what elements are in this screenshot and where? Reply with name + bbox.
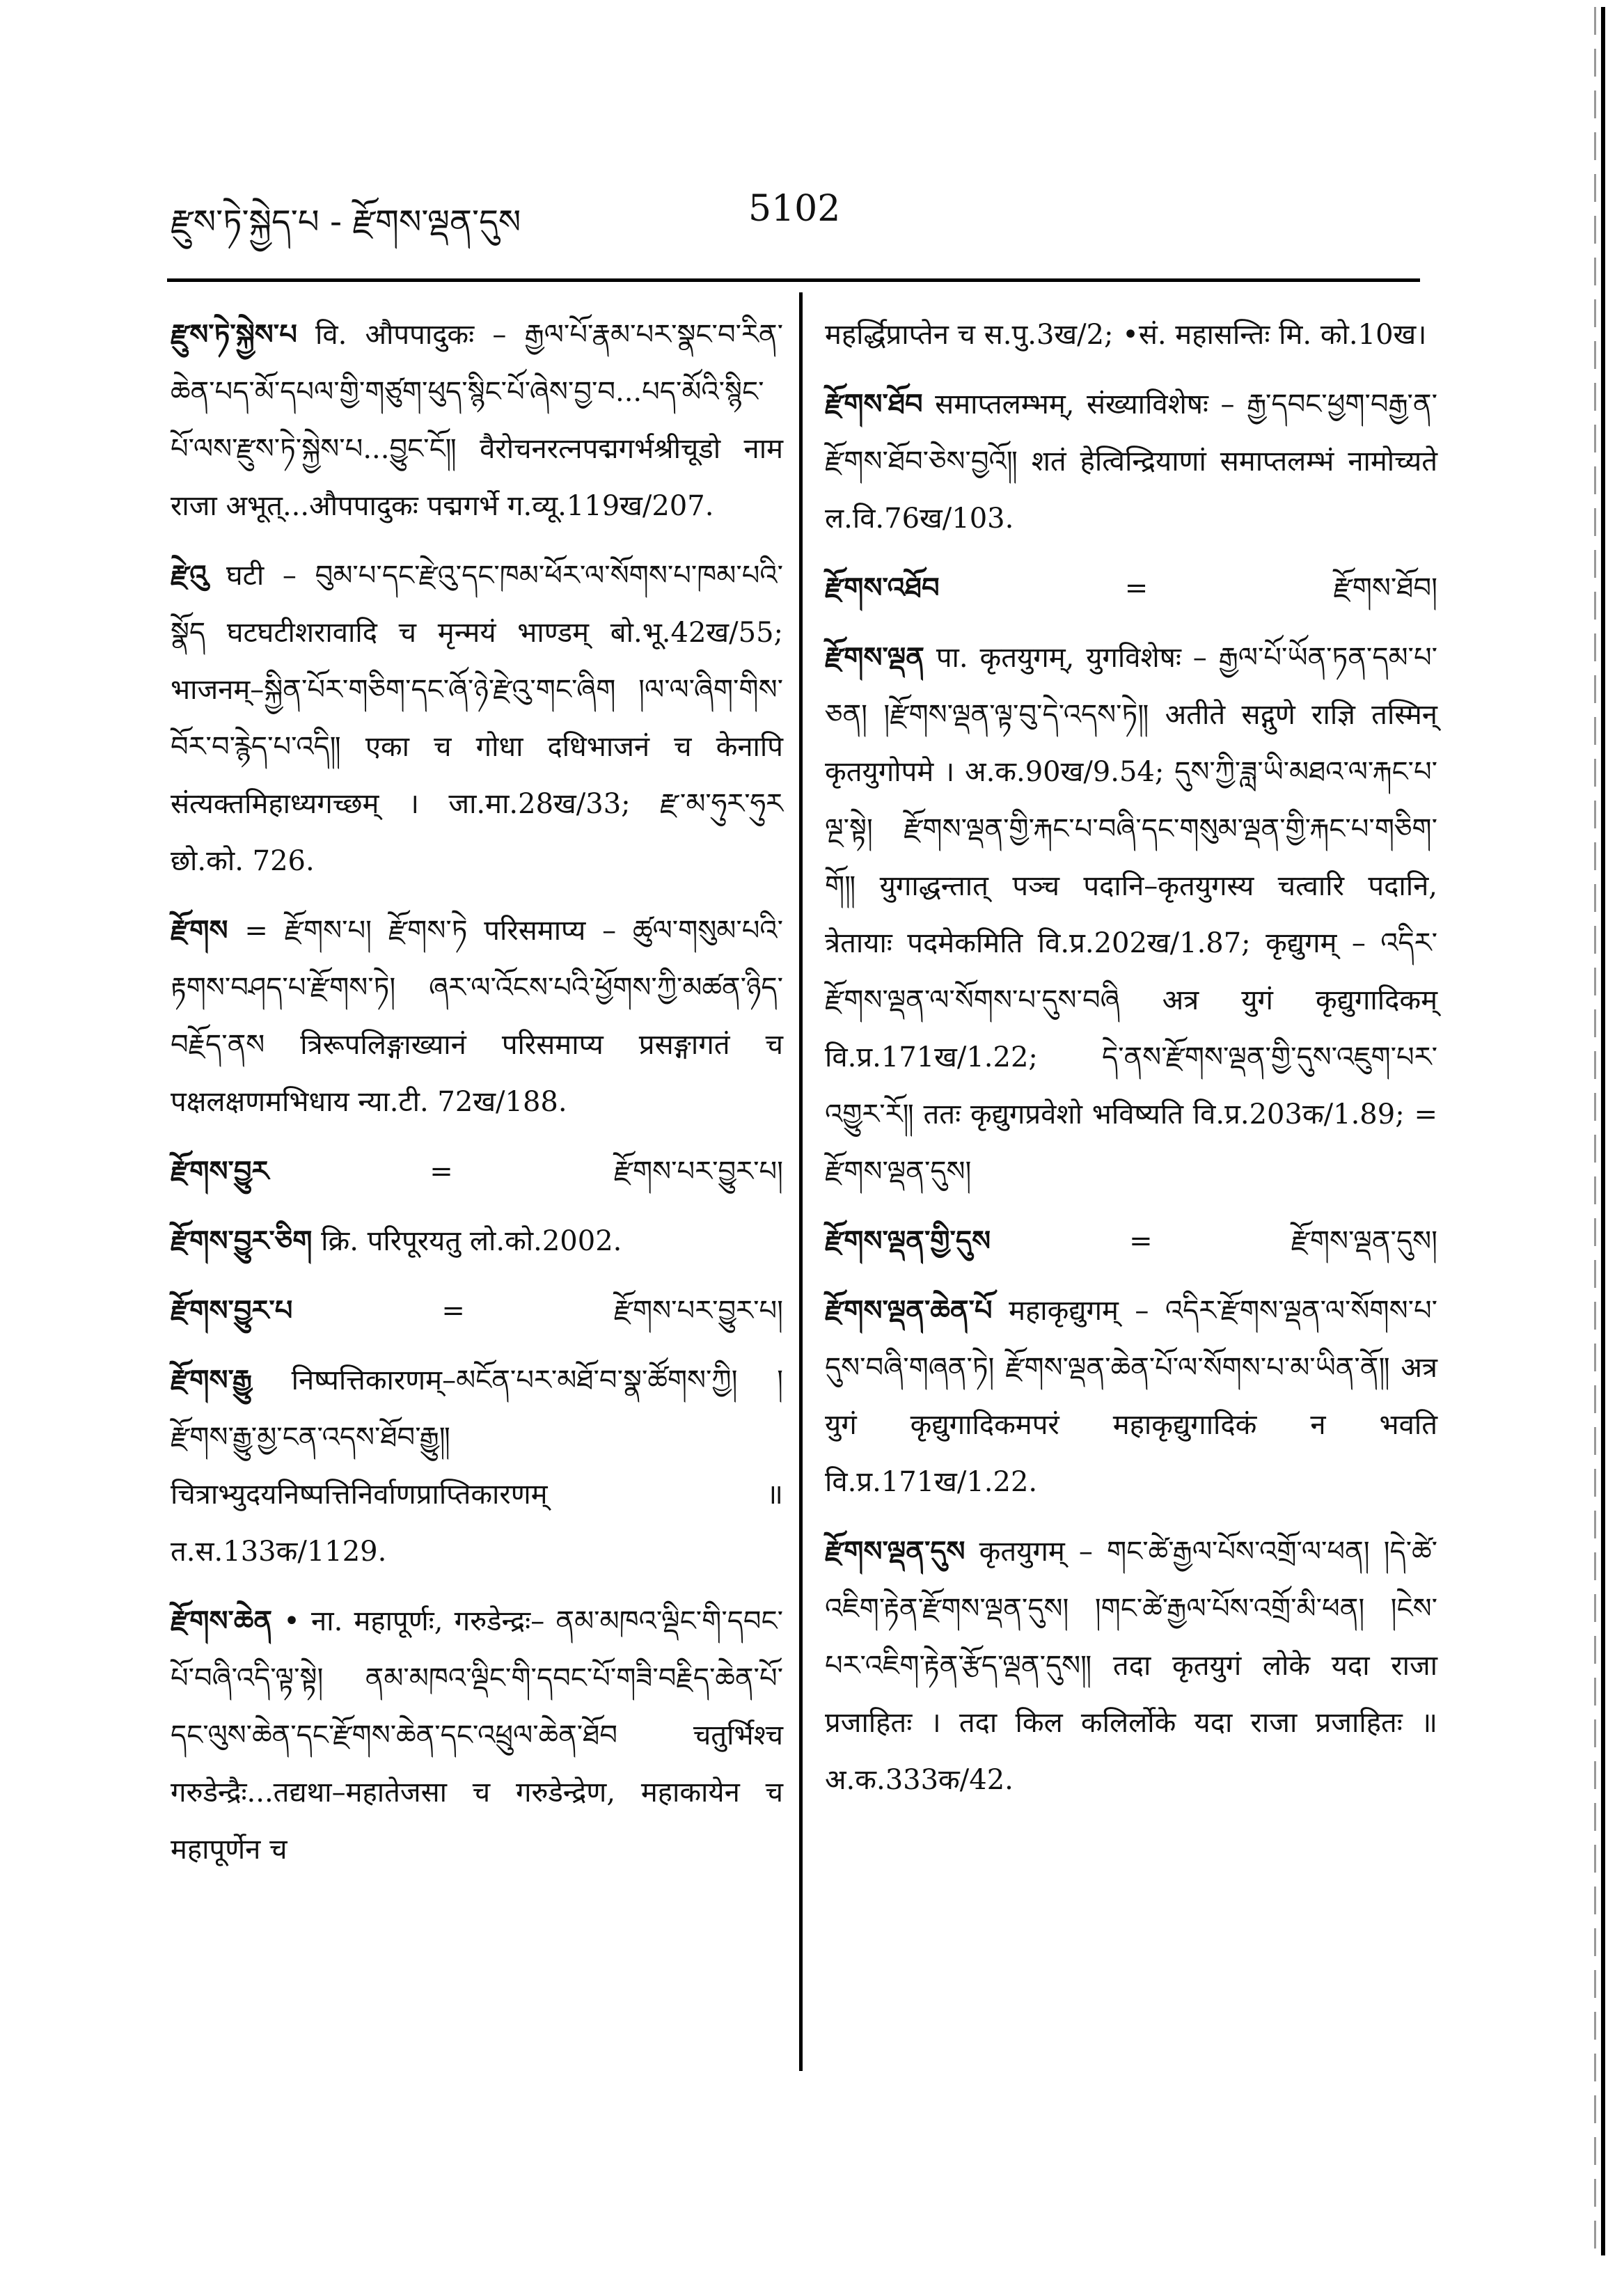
- dictionary-entry: [171, 1593, 783, 1878]
- entry-text: घटी – བུམ་པ་དང་རྫེའུ་དང་ཁམ་ཕོར་ལ་སོགས་པ་ཁམ་པའི་སྣོད घटघटीशरावादि च मृन्मयं भाण्डम् बो.भू.42ख/55; भाजनम्–སྐྱིན་པོར་གཅིག་དང་ཞོ་ཉེ་རྫེའུ་གང་ཞིག །ལ་ལ་ཞིག་གིས་བོར་བ་རྙེད་པ་འདི༎ एका च गोधा दधिभाजनं च केनापि संत्यक्तमिहाध्यगच्छम् । जा.मा.28ख/33; རྫ་མ་ཧུར་ཧུར छो.को. 726.: [171, 560, 783, 877]
- cross-reference-entry: [171, 1282, 783, 1339]
- dictionary-entry: [171, 1213, 783, 1270]
- entry-text: महर्द्धिप्राप्तेन च स.पु.3ख/2; •सं. महासन्तिः मि. को.10ख।: [825, 319, 1427, 351]
- entry-reference: རྫོགས་པར་བྱུར་པ།: [613, 1156, 783, 1188]
- entry-headword: རྫོགས་བྱུར་པ: [171, 1295, 293, 1327]
- header-title: རྫུས་ཏེ་སྐྱེད་པ - རྫོགས་ལྡན་དུས: [171, 203, 521, 242]
- equals-sign: =: [441, 1295, 465, 1327]
- equals-sign: =: [1124, 572, 1149, 604]
- dictionary-entry: [825, 1523, 1437, 1809]
- dictionary-entry: [171, 1352, 783, 1580]
- entry-reference: རྫོགས་ཐོབ།: [1333, 572, 1437, 604]
- entry-reference: རྫོགས་ལྡན་དུས།: [1291, 1225, 1437, 1257]
- entry-headword: རྫོགས་བྱུར: [171, 1156, 269, 1188]
- right-column: [825, 306, 1437, 1821]
- dictionary-entry: [171, 902, 783, 1131]
- page-number: 5102: [748, 188, 841, 230]
- entry-headword: རྫོགས: [171, 915, 228, 947]
- cross-reference-entry: [825, 1213, 1437, 1270]
- entry-text: = རྫོགས་པ། རྫོགས་ཏེ परिसमाप्य – ཚུལ་གསུམ་པའི་རྟགས་བཤད་པ་རྫོགས་ཏེ། ཞར་ལ་འོངས་པའི་ཕྱོགས་ཀྱི་མཚན་ཉིད་བརྗོད་ནས त्रिरूपलिङ्गाख्यानं परिसमाप्य प्रसङ्गागतं च पक्षलक्षणमभिधाय न्या.टी. 72ख/188.: [171, 915, 783, 1118]
- entry-headword: རྫུས་ཏེ་སྐྱེས་པ: [171, 319, 297, 351]
- column-divider: [799, 292, 803, 2071]
- cross-reference-entry: [825, 560, 1437, 617]
- equals-sign: =: [429, 1156, 453, 1188]
- page-edge-line: [1601, 7, 1605, 2255]
- entry-text: क्रि. परिपूरयतु लो.को.2002.: [321, 1225, 622, 1257]
- entry-headword: རྫོགས་ལྡན་གྱི་དུས: [825, 1225, 991, 1257]
- dictionary-entry: [171, 306, 783, 535]
- entry-text: पा. कृतयुगम्, युगविशेषः – རྒྱལ་པོ་ཡོན་ཏན་དམ་པ་ཅན། །རྫོགས་ལྡན་ལྟ་བུ་དེ་འདས་ཏེ༎ अतीते सद्गुणे राज्ञि तस्मिन् कृतयुगोपमे । अ.क.90ख/9.54; དུས་ཀྱི་ཟླ་ཡི་མཐའ་ལ་རྐང་པ་ལྔ་སྟེ། རྫོགས་ལྡན་གྱི་རྐང་པ་བཞི་དང་གསུམ་ལྡན་གྱི་རྐང་པ་གཅིག་གོ༎ युगाद्धन्तात् पञ्च पदानि–कृतयुगस्य चत्वारि पदानि, त्रेतायाः पदमेकमिति वि.प्र.202ख/1.87; कृद्युगम् – འདིར་རྫོགས་ལྡན་ལ་སོགས་པ་དུས་བཞི अत्र युगं कृद्युगादिकम् वि.प्र.171ख/1.22; དེ་ནས་རྫོགས་ལྡན་གྱི་དུས་འཇུག་པར་འགྱུར་རོ༎ ततः कृद्युगप्रवेशो भविष्यति वि.प्र.203क/1.89; = རྫོགས་ལྡན་དུས།: [825, 642, 1438, 1188]
- entry-headword: རྫོགས་ལྡན་ཆེན་པོ: [825, 1295, 993, 1327]
- entry-text: कृतयुगम् – གང་ཚེ་རྒྱལ་པོས་འགྲོ་ལ་ཕན། །དེ་ཚེ་འཇིག་རྟེན་རྫོགས་ལྡན་དུས། །གང་ཚེ་རྒྱལ་པོས་འགྲོ་མི་ཕན། །ངེས་པར་འཇིག་རྟེན་རྩོད་ལྡན་དུས༎ तदा कृतयुगं लोके यदा राजा प्रजाहितः । तदा किल कलिर्लोके यदा राजा प्रजाहितः ॥ अ.क.333क/42.: [825, 1536, 1437, 1796]
- entry-headword: རྫེའུ: [171, 560, 208, 592]
- left-column: [171, 306, 783, 1891]
- dictionary-entry: [171, 547, 783, 890]
- entry-headword: རྫོགས་རྒྱུ: [171, 1364, 252, 1396]
- entry-headword: རྫོགས་ལྡན: [825, 642, 924, 674]
- page-header: [171, 171, 1424, 240]
- dictionary-entry: [825, 629, 1437, 1200]
- header-rule: [167, 278, 1420, 282]
- entry-headword: རྫོགས་བྱུར་ཅིག: [171, 1225, 313, 1257]
- entry-headword: རྫོགས་ཆེན: [171, 1605, 272, 1637]
- dictionary-entry: [825, 376, 1437, 547]
- entry-text: महाकृद्युगम् – འདིར་རྫོགས་ལྡན་ལ་སོགས་པ་དུས་བཞི་གཞན་ཏེ། རྫོགས་ལྡན་ཆེན་པོ་ལ་སོགས་པ་མ་ཡིན་ནོ༎ अत्र युगं कृद्युगादिकमपरं महाकृद्युगादिकं न भवति वि.प्र.171ख/1.22.: [825, 1295, 1438, 1498]
- page-edge-dash: [1594, 7, 1596, 2255]
- entry-headword: རྫོགས་ཐོབ: [825, 388, 923, 420]
- entry-headword: རྫོགས་འཐོབ: [825, 572, 940, 604]
- entry-reference: རྫོགས་པར་བྱུར་པ།: [613, 1295, 783, 1327]
- cross-reference-entry: [171, 1143, 783, 1200]
- dictionary-entry-continuation: [825, 306, 1437, 363]
- entry-text: निष्पत्तिकारणम्–མངོན་པར་མཐོ་བ་སྣ་ཚོགས་ཀྱི། །རྫོགས་རྒྱུ་མྱ་ངན་འདས་ཐོབ་རྒྱུ༎ चित्राभ्युदयनिष्पत्तिनिर्वाणप्राप्तिकारणम् ॥ त.स.133क/1129.: [171, 1364, 783, 1568]
- dictionary-entry: [825, 1282, 1437, 1511]
- entry-text: वि. औपपादुकः – རྒྱལ་པོ་རྣམ་པར་སྣང་བ་རིན་ཆེན་པད་མོ་དཔལ་གྱི་གཙུག་ཕུད་སྙིང་པོ་ཞེས་བྱ་བ...པད་མོའི་སྙིང་པོ་ལས་རྫུས་ཏེ་སྐྱེས་པ...བྱུང་ངོ༎ वैरोचनरत्नपद्मगर्भश्रीचूडो नाम राजा अभूत्...औपपादुकः पद्मगर्भे ग.व्यू.119ख/207.: [171, 319, 783, 522]
- equals-sign: =: [1129, 1225, 1153, 1257]
- entry-text: • ना. महापूर्णः, गरुडेन्द्रः– ནམ་མཁའ་ལྡིང་གི་དབང་པོ་བཞི་འདི་ལྟ་སྟེ། ནམ་མཁའ་ལྡིང་གི་དབང་པོ་གཟི་བརྗིད་ཆེན་པོ་དང་ལུས་ཆེན་དང་རྫོགས་ཆེན་དང་འཕྲུལ་ཆེན་ཐོབ चतुर्भिश्च गरुडेन्द्रैः...तद्यथा–महातेजसा च गरुडेन्द्रेण, महाकायेन च महापूर्णेन च: [171, 1605, 783, 1866]
- entry-headword: རྫོགས་ལྡན་དུས: [825, 1536, 965, 1568]
- entry-text: समाप्तलम्भम्, संख्याविशेषः – རྒྱ་དབང་ཕྱག་བརྒྱ་ན་རྫོགས་ཐོབ་ཅེས་བྱའོ༎ शतं हेत्विन्द्रियाणां समाप्तलम्भं नामोच्यते ल.वि.76ख/103.: [825, 388, 1437, 535]
